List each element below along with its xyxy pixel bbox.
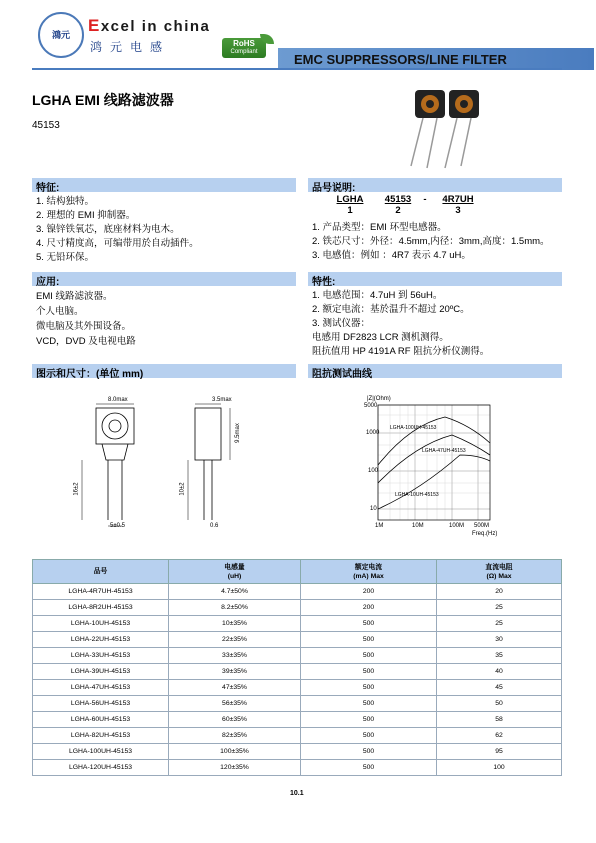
list-item: 1. 产品类型：EMI 环型电感器。 [312, 222, 447, 233]
table-cell: LGHA-33UH-45153 [33, 648, 169, 664]
category-title: EMC SUPPRESSORS/LINE FILTER [278, 48, 594, 70]
table-row [33, 760, 562, 776]
part-number-list [312, 221, 550, 263]
x-tick: 1M [375, 523, 384, 529]
table-row [33, 616, 562, 632]
pn-part-3: 4R7UH [442, 194, 474, 205]
table-row [33, 744, 562, 760]
y-tick: 1000 [366, 430, 380, 436]
table-header-row [33, 560, 562, 584]
table-cell: 500 [301, 760, 437, 776]
table-cell: 33±35% [169, 648, 301, 664]
x-tick: 500M [474, 523, 490, 529]
characteristics-list [312, 289, 489, 359]
y-tick: 10 [370, 506, 377, 512]
table-cell: 82±35% [169, 728, 301, 744]
pn-dash: - [423, 194, 427, 205]
table-cell: 500 [301, 680, 437, 696]
table-cell: 120±35% [169, 760, 301, 776]
col-header-current: 额定电流 (mA) Max [301, 560, 437, 584]
list-item: 个人电脑。 [36, 306, 84, 317]
table-cell: 25 [437, 600, 562, 616]
table-cell: 58 [437, 712, 562, 728]
list-item: 5. 无铅环保。 [36, 252, 95, 263]
page-number: 10.1 [290, 790, 304, 797]
x-tick: 100M [449, 523, 465, 529]
part-number-heading: 品号说明: [308, 178, 562, 192]
table-cell: 62 [437, 728, 562, 744]
table-row [33, 632, 562, 648]
table-cell: 500 [301, 696, 437, 712]
page-header [32, 8, 562, 68]
table-cell: LGHA-39UH-45153 [33, 664, 169, 680]
list-item: 2. 理想的 EMI 抑制器。 [36, 210, 136, 221]
impedance-heading: 阻抗测试曲线 [308, 364, 562, 378]
table-cell: LGHA-56UH-45153 [33, 696, 169, 712]
table-row [33, 648, 562, 664]
table-cell: 35 [437, 648, 562, 664]
table-cell: 500 [301, 744, 437, 760]
dim-lead-length-1: 16±2 [73, 482, 80, 496]
table-cell: LGHA-22UH-45153 [33, 632, 169, 648]
table-row [33, 600, 562, 616]
impedance-chart [360, 395, 520, 545]
table-cell: 100±35% [169, 744, 301, 760]
list-item: 电感用 DF2823 LCR 测机测得。 [312, 332, 449, 343]
pn-index-2: 2 [395, 205, 401, 216]
table-cell: 22±35% [169, 632, 301, 648]
table-cell: 39±35% [169, 664, 301, 680]
list-item: EMI 线路滤波器。 [36, 291, 113, 302]
company-logo [38, 12, 84, 58]
curve-label: LGHA-47UH-45153 [422, 448, 466, 454]
spec-table [32, 559, 562, 776]
list-item: VCD，DVD 及电视电路 [36, 336, 136, 347]
table-cell: 30 [437, 632, 562, 648]
table-cell: LGHA-82UH-45153 [33, 728, 169, 744]
table-row [33, 664, 562, 680]
pn-part-2: 45153 [384, 194, 412, 205]
list-item: 2. 额定电流：基於温升不超过 20ºC。 [312, 304, 470, 315]
applications-list [36, 289, 136, 349]
table-cell: 95 [437, 744, 562, 760]
list-item: 3. 测试仪器： [312, 318, 371, 329]
table-row [33, 696, 562, 712]
table-cell: 8.2±50% [169, 600, 301, 616]
table-cell: 500 [301, 712, 437, 728]
table-cell: 4.7±50% [169, 584, 301, 600]
table-cell: 10±35% [169, 616, 301, 632]
table-cell: 500 [301, 648, 437, 664]
product-title: LGHA EMI 线路滤波器 [32, 92, 174, 108]
table-cell: 500 [301, 664, 437, 680]
table-cell: 50 [437, 696, 562, 712]
y-axis-title: |Z|(Ohm) [367, 396, 391, 402]
x-tick: 10M [412, 523, 424, 529]
col-header-part: 品号 [33, 560, 169, 584]
logo-text: 鴻元 [51, 30, 70, 40]
table-cell: 45 [437, 680, 562, 696]
rohs-badge: RoHS Compliant [222, 38, 266, 58]
list-item: 1. 电感范围：4.7uH 到 56uH。 [312, 290, 443, 301]
table-cell: 56±35% [169, 696, 301, 712]
table-cell: 200 [301, 600, 437, 616]
table-cell: 500 [301, 728, 437, 744]
table-cell: LGHA-100UH-45153 [33, 744, 169, 760]
pn-part-1: LGHA [336, 194, 364, 205]
table-cell: 100 [437, 760, 562, 776]
dim-width: 8.0max [108, 397, 128, 403]
y-tick: 5000 [364, 403, 378, 409]
table-cell: 200 [301, 584, 437, 600]
list-item: 阻抗值用 HP 4191A RF 阻抗分析仪测得。 [312, 346, 490, 357]
list-item: 4. 尺寸精度高，可编带用於自动插件。 [36, 238, 199, 249]
dimensions-heading: 图示和尺寸：(单位 mm) [32, 364, 296, 378]
x-axis-title: Freq.(Hz) [472, 531, 498, 537]
pn-index-1: 1 [347, 205, 353, 216]
table-row [33, 584, 562, 600]
list-item: 微电脑及其外围设备。 [36, 321, 132, 332]
dim-height: 9.5max [234, 423, 241, 443]
table-row [33, 728, 562, 744]
table-row [33, 680, 562, 696]
table-cell: LGHA-120UH-45153 [33, 760, 169, 776]
table-cell: LGHA-60UH-45153 [33, 712, 169, 728]
col-header-inductance: 电感量 (uH) [169, 560, 301, 584]
curve-label: LGHA-10UH-45153 [395, 492, 439, 498]
list-item: 2. 铁芯尺寸：外径：4.5mm,内径：3mm,高度：1.5mm。 [312, 236, 550, 247]
applications-heading: 应用: [32, 272, 296, 286]
table-cell: 60±35% [169, 712, 301, 728]
brand-name: Excel in china [88, 16, 211, 35]
dim-pitch: 5±0.5 [110, 523, 125, 529]
pn-index-3: 3 [455, 205, 461, 216]
dim-lead-length-2: 10±2 [179, 482, 186, 496]
dim-depth: 3.5max [212, 397, 232, 403]
header-divider [32, 68, 562, 70]
table-cell: 47±35% [169, 680, 301, 696]
list-item: 3. 电感值：例如 ：4R7 表示 4.7 uH。 [312, 250, 471, 261]
table-cell: 500 [301, 632, 437, 648]
features-heading: 特征: [32, 178, 296, 192]
characteristics-heading: 特性: [308, 272, 562, 286]
table-cell: LGHA-8R2UH-45153 [33, 600, 169, 616]
list-item: 1. 结构独特。 [36, 196, 95, 207]
features-list [36, 195, 199, 265]
table-cell: LGHA-10UH-45153 [33, 616, 169, 632]
table-cell: 40 [437, 664, 562, 680]
col-header-dcr: 直流电阻 (Ω) Max [437, 560, 562, 584]
table-cell: LGHA-4R7UH-45153 [33, 584, 169, 600]
table-row [33, 712, 562, 728]
y-tick: 100 [368, 468, 379, 474]
dim-lead-dia: 0.6 [210, 523, 219, 529]
brand-name-cn: 鸿元电感 [90, 40, 171, 54]
product-code: 45153 [32, 120, 60, 131]
table-cell: 500 [301, 616, 437, 632]
table-cell: 25 [437, 616, 562, 632]
curve-label: LGHA-100UH-45153 [390, 425, 437, 431]
table-cell: LGHA-47UH-45153 [33, 680, 169, 696]
list-item: 3. 镍锌铁氧芯，底座材料为电木。 [36, 224, 180, 235]
dimension-drawing [70, 392, 270, 542]
table-cell: 20 [437, 584, 562, 600]
product-photo [405, 82, 505, 172]
